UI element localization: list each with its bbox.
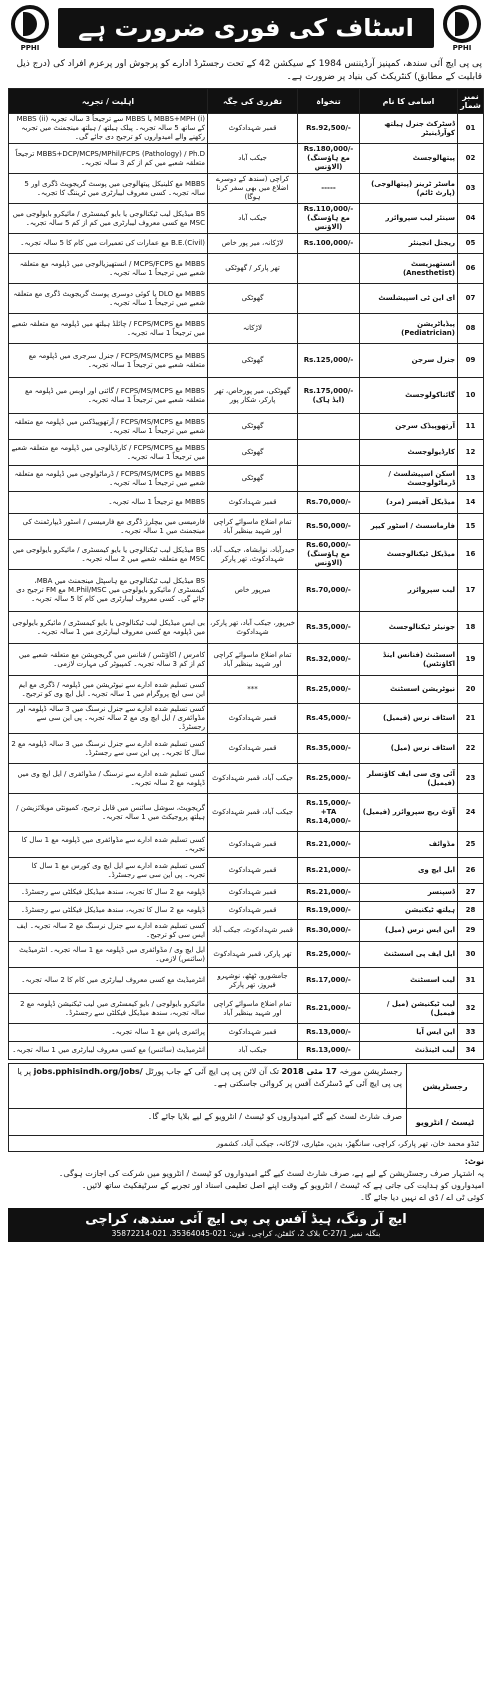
pphi-logo-left — [440, 5, 484, 52]
job-salary: Rs.35,000/- — [298, 734, 360, 764]
row-number: 29 — [458, 920, 484, 942]
row-number: 11 — [458, 414, 484, 440]
footer-address: بنگلہ نمبر C-27/1 بلاک 2، کلفٹن، کراچی۔ فون: 021-35364045، 021-35872214 — [111, 1229, 381, 1238]
table-row — [9, 734, 484, 764]
job-eligibility: پرائمری پاس مع 1 سالہ تجربہ۔ — [9, 1024, 208, 1042]
job-title: سینئر لیب سپروائزر — [360, 204, 458, 234]
job-title: اسسٹنٹ (فنانس اینڈ اکاؤنٹس) — [360, 644, 458, 676]
job-eligibility: کسی تسلیم شدہ ادارے سے جنرل نرسنگ میں 3 سالہ ڈپلومہ مع 2 سال کا تجربہ۔ پی این سی سے رجسٹرڈ۔ — [9, 734, 208, 764]
job-title: نیوٹریشن اسسٹنٹ — [360, 676, 458, 704]
job-salary: Rs.50,000/- — [298, 514, 360, 540]
table-row — [9, 344, 484, 378]
job-salary: ----- — [298, 174, 360, 204]
job-title: ایل ایف پی اسسٹنٹ — [360, 942, 458, 968]
job-salary — [298, 440, 360, 466]
row-number: 05 — [458, 234, 484, 254]
job-eligibility: MBBS مع ترجیحاً 1 سالہ تجربہ۔ — [9, 492, 208, 514]
job-salary: Rs.125,000/- — [298, 344, 360, 378]
row-number: 33 — [458, 1024, 484, 1042]
job-title: پیتھالوجسٹ — [360, 144, 458, 174]
job-eligibility: مائیکرو بایولوجی / بایو کیمسٹری میں لیب ٹیکنیشن ڈپلومہ مع 2 سالہ تجربہ، سندھ میڈیکل فیکلٹی سے رجسٹرڈ۔ — [9, 994, 208, 1024]
job-eligibility: انٹرمیڈیٹ مع کسی معروف لیبارٹری میں کام کا 2 سالہ تجربہ۔ — [9, 968, 208, 994]
header-salary: تنخواہ — [298, 89, 360, 114]
registration-label: رجسٹریشن — [406, 1064, 483, 1108]
job-salary: Rs.19,000/- — [298, 902, 360, 920]
row-number: 24 — [458, 794, 484, 832]
job-eligibility: BS میڈیکل لیب ٹیکنالوجی یا بایو کیمسٹری / مائیکرو بایولوجی میں MSC مع کسی معروف لیبارٹری میں کم از کم 5 سالہ تجربہ۔ — [9, 204, 208, 234]
job-title: لیب ٹیکنیشن (میل / فیمیل) — [360, 994, 458, 1024]
job-title: گائناکولوجسٹ — [360, 378, 458, 414]
jobs-table-header-row — [9, 89, 484, 114]
job-title: مڈوائف — [360, 832, 458, 858]
job-place: قمبر شہدادکوٹ — [208, 734, 298, 764]
row-number: 28 — [458, 902, 484, 920]
job-place: حیدرآباد، نوابشاہ، جیکب آباد، شہدادکوٹ، تھر پارکر — [208, 540, 298, 570]
header-no: نمبر شمار — [458, 89, 484, 114]
job-title: لیب اٹینڈنٹ — [360, 1042, 458, 1060]
test-label: ٹیسٹ / انٹرویو — [406, 1109, 483, 1135]
job-title: جنرل سرجن — [360, 344, 458, 378]
job-place: کراچی (سندھ کے دوسرے اضلاع میں بھی سفر کرنا ہوگا) — [208, 174, 298, 204]
job-eligibility: کسی تسلیم شدہ ادارے سے ایل ایچ وی کورس مع 1 سال کا تجربہ۔ پی این سی سے رجسٹرڈ۔ — [9, 858, 208, 884]
table-row — [9, 920, 484, 942]
job-title: ماسٹر ٹرینر (پیتھالوجی) (پارٹ ٹائم) — [360, 174, 458, 204]
intro-text: پی پی ایچ آئی سندھ، کمپنیز آرڈیننس 1984 کے سیکشن 42 کے تحت رجسٹرڈ ادارے کو پرجوش اور پرعزم افراد کی (درج ذیل قابلیت کے مطابق) کنٹریکٹ کی بنیاد پر ضرورت ہے۔ — [16, 59, 482, 82]
banner-title: اسٹاف کی فوری ضرورت ہے — [58, 8, 434, 48]
job-place: جیکب آباد — [208, 204, 298, 234]
job-place: تمام اضلاع ماسوائے کراچی اور شہید بینظیر آباد — [208, 514, 298, 540]
table-row — [9, 254, 484, 284]
row-number: 07 — [458, 284, 484, 314]
job-eligibility: MBBS مع FCPS/MS/MCPS / ڈرماٹولوجی میں ڈپلومہ مع متعلقہ شعبے میں ترجیحاً 1 سالہ تجربہ۔ — [9, 466, 208, 492]
job-eligibility: ڈپلومہ مع 2 سال کا تجربہ، سندھ میڈیکل فیکلٹی سے رجسٹرڈ۔ — [9, 902, 208, 920]
jobs-portal-link[interactable]: jobs.pphisindh.org/jobs/ — [33, 1067, 143, 1076]
job-eligibility: BS میڈیکل لیب ٹیکنالوجی مع ہاسپٹل مینجمنٹ میں MBA، کیمسٹری / مائیکرو بایولوجی میں M.Phil/MSC مع FM ترجیح دی جائے گی۔ کسی معروف لیبارٹری میں کام کا 5 سالہ تجربہ۔ — [9, 570, 208, 612]
job-eligibility: BS میڈیکل لیب ٹیکنالوجی یا بایو کیمسٹری / مائیکرو بایولوجی میں MSC مع متعلقہ شعبے میں 2 سالہ تجربہ۔ — [9, 540, 208, 570]
job-eligibility: MBBS مع کلینیکل پیتھالوجی میں پوسٹ گریجویٹ ڈگری اور 5 سالہ تجربہ۔ کسی معروف لیبارٹری میں ٹریننگ کا تجربہ۔ — [9, 174, 208, 204]
registration-row — [9, 1064, 483, 1109]
job-eligibility: کسی تسلیم شدہ ادارے سے مڈوائفری میں ڈپلومہ مع 1 سال کا تجربہ۔ — [9, 832, 208, 858]
job-advertisement-page — [8, 0, 484, 1684]
job-place: میرپور خاص — [208, 570, 298, 612]
job-title: اسٹاف نرس (فیمیل) — [360, 704, 458, 734]
row-number: 18 — [458, 612, 484, 644]
test-row — [9, 1109, 483, 1135]
job-place: جیکب آباد، قمبر شہدادکوٹ — [208, 764, 298, 794]
job-place: *** — [208, 676, 298, 704]
job-salary: Rs.32,000/- — [298, 644, 360, 676]
job-salary — [298, 314, 360, 344]
table-row — [9, 514, 484, 540]
note-item: امیدواروں کو ہدایت کی جاتی ہے کہ ٹیسٹ / انٹرویو کے وقت اپنے اصل تعلیمی اسناد اور تجربے کے سرٹیفکیٹ ساتھ لائیں۔ — [81, 1181, 484, 1190]
job-place: جیکب آباد — [208, 144, 298, 174]
job-place: گھوٹکی — [208, 284, 298, 314]
job-place: قمبر شہدادکوٹ — [208, 858, 298, 884]
job-place: گھوٹکی — [208, 440, 298, 466]
job-place: قمبر شہدادکوٹ — [208, 492, 298, 514]
row-number: 09 — [458, 344, 484, 378]
job-salary: Rs.70,000/- — [298, 492, 360, 514]
table-row — [9, 144, 484, 174]
job-title: ڈسپنسر — [360, 884, 458, 902]
job-salary: Rs.30,000/- — [298, 920, 360, 942]
job-eligibility: B.E.(Civil) مع عمارات کی تعمیرات میں کام کا 5 سالہ تجربہ۔ — [9, 234, 208, 254]
job-place: تھر پارکر / گھوٹکی — [208, 254, 298, 284]
row-number: 21 — [458, 704, 484, 734]
header-place: تقرری کی جگہ — [208, 89, 298, 114]
table-row — [9, 764, 484, 794]
row-number: 13 — [458, 466, 484, 492]
job-place: لاڑکانہ، میر پور خاص — [208, 234, 298, 254]
table-row — [9, 174, 484, 204]
table-row — [9, 884, 484, 902]
job-salary: Rs.25,000/- — [298, 764, 360, 794]
job-title: ڈسٹرکٹ جنرل ہیلتھ کوآرڈینیٹر — [360, 114, 458, 144]
job-salary — [298, 284, 360, 314]
job-eligibility: کسی تسلیم شدہ ادارے سے جنرل نرسنگ میں 3 سالہ ڈپلومہ اور مڈوائفری / ایل ایچ وی مع 2 سالہ تجربہ۔ پی این سی سے رجسٹرڈ۔ — [9, 704, 208, 734]
job-title: آرتھوپیڈک سرجن — [360, 414, 458, 440]
header — [8, 0, 484, 56]
table-row — [9, 676, 484, 704]
job-title: ایل ایچ وی — [360, 858, 458, 884]
table-row — [9, 440, 484, 466]
job-title: این ایس نرس (میل) — [360, 920, 458, 942]
job-place: لاڑکانہ — [208, 314, 298, 344]
job-place: قمبر شہدادکوٹ — [208, 704, 298, 734]
job-title: آؤٹ ریچ سپروائزر (فیمیل) — [360, 794, 458, 832]
job-salary: Rs.13,000/- — [298, 1024, 360, 1042]
footer — [8, 1208, 484, 1242]
job-place: جیکب آباد، قمبر شہدادکوٹ — [208, 794, 298, 832]
table-row — [9, 832, 484, 858]
row-number: 04 — [458, 204, 484, 234]
job-eligibility: کسی تسلیم شدہ ادارے سے جنرل نرسنگ مع 2 سالہ تجربہ۔ ایف ایس سی کو ترجیح۔ — [9, 920, 208, 942]
row-number: 08 — [458, 314, 484, 344]
job-salary: Rs.100,000/- — [298, 234, 360, 254]
job-salary: Rs.175,000/- (ایڈ ہاک) — [298, 378, 360, 414]
job-place: قمبر شہدادکوٹ — [208, 884, 298, 902]
job-place: گھوٹکی — [208, 344, 298, 378]
row-number: 31 — [458, 968, 484, 994]
job-salary: Rs.13,000/- — [298, 1042, 360, 1060]
job-eligibility: MBBS مع MCPS/FCPS / انستھیزیالوجی میں ڈپلومہ مع متعلقہ شعبے میں ترجیحاً 1 سالہ تجربہ۔ — [9, 254, 208, 284]
table-row — [9, 1042, 484, 1060]
row-number: 34 — [458, 1042, 484, 1060]
notes-title: نوٹ: — [464, 1157, 484, 1166]
table-row — [9, 570, 484, 612]
job-title: لیب سپروائزر — [360, 570, 458, 612]
job-title: ہیلتھ ٹیکنیشن — [360, 902, 458, 920]
row-number: 02 — [458, 144, 484, 174]
row-number: 32 — [458, 994, 484, 1024]
job-title: ریجنل انجینئر — [360, 234, 458, 254]
job-salary: Rs.25,000/- — [298, 942, 360, 968]
job-place: تمام اضلاع ماسوائے کراچی اور شہید بینظیر آباد — [208, 644, 298, 676]
table-row — [9, 284, 484, 314]
job-salary: Rs.21,000/- — [298, 994, 360, 1024]
job-salary: Rs.45,000/- — [298, 704, 360, 734]
job-salary — [298, 254, 360, 284]
job-eligibility: فارمیسی میں بیچلرز ڈگری مع فارمیسی / اسٹور ڈیپارٹمنٹ کی مینجمنٹ میں 1 سالہ تجربہ۔ — [9, 514, 208, 540]
job-title: این ایس آیا — [360, 1024, 458, 1042]
job-title: اسکن اسپیشلسٹ / ڈرماٹولوجسٹ — [360, 466, 458, 492]
job-eligibility: MBBS مع FCPS/MCPS / چائلڈ ہیلتھ میں ڈپلومہ مع متعلقہ شعبے میں ترجیحاً 1 سالہ تجربہ۔ — [9, 314, 208, 344]
job-place: قمبر شہدادکوٹ — [208, 832, 298, 858]
notes-section — [8, 1156, 484, 1204]
job-salary — [298, 414, 360, 440]
job-salary: Rs.110,000/- (مع ہاؤسنگ الاؤنس) — [298, 204, 360, 234]
job-eligibility: کسی تسلیم شدہ ادارے سے نیوٹریشن میں ڈپلومہ / ڈگری مع ایم این سی ایچ پروگرام میں 1 سالہ تجربہ۔ ایل ایچ وی کو ترجیح۔ — [9, 676, 208, 704]
row-number: 03 — [458, 174, 484, 204]
job-place: گھوٹکی، میر پورخاص، تھر پارکر، شکار پور — [208, 378, 298, 414]
job-eligibility: MBBS+DCP/MCPS/MPhil/FCPS (Pathology) / Ph.D ترجیحاً متعلقہ شعبے میں کم از کم 3 سالہ تجربہ۔ — [9, 144, 208, 174]
job-title: میڈیکل ٹیکنالوجسٹ — [360, 540, 458, 570]
job-eligibility: MBBS+MPH (i) یا MBBS سے ترجیحاً 3 سالہ تجربہ (ii) MBBS کے ساتھ 5 سالہ تجربہ۔ پبلک ہیلتھ / ہیلتھ مینجمنٹ میں تجربہ رکھنے والے امیدواروں کو ترجیح دی جائے گی۔ — [9, 114, 208, 144]
table-row — [9, 114, 484, 144]
row-number: 17 — [458, 570, 484, 612]
table-row — [9, 540, 484, 570]
row-number: 01 — [458, 114, 484, 144]
table-row — [9, 858, 484, 884]
table-row — [9, 204, 484, 234]
job-title: اسٹاف نرس (میل) — [360, 734, 458, 764]
job-place: گھوٹکی — [208, 414, 298, 440]
job-salary: Rs.92,500/- — [298, 114, 360, 144]
table-row — [9, 794, 484, 832]
test-text: صرف شارٹ لسٹ کیے گئے امیدواروں کو ٹیسٹ / انٹرویو کے لیے بلایا جائے گا۔ — [147, 1112, 402, 1121]
registration-text-after: پر یا پی پی ایچ آئی کے ڈسٹرکٹ آفس پر کروائی جاسکتی ہے۔ — [17, 1067, 402, 1088]
row-number: 26 — [458, 858, 484, 884]
table-row — [9, 492, 484, 514]
logo-text-right: PPHI — [20, 43, 40, 52]
registration-date: 17 مئی 2018 — [281, 1067, 337, 1076]
job-salary: Rs.21,000/- — [298, 884, 360, 902]
row-number: 25 — [458, 832, 484, 858]
job-salary: Rs.25,000/- — [298, 676, 360, 704]
job-eligibility: کامرس / اکاؤنٹس / فنانس میں گریجویشن مع متعلقہ شعبے میں کم از کم 3 سالہ تجربہ۔ کمپیوٹر کی مہارت لازمی۔ — [9, 644, 208, 676]
row-number: 12 — [458, 440, 484, 466]
pphi-logo-right — [8, 5, 52, 52]
job-eligibility: MBBS مع FCPS/MS/MCPS / گائنی اور اوبس میں ڈپلومہ مع متعلقہ شعبے میں ترجیحاً 1 سالہ تجربہ۔ — [9, 378, 208, 414]
job-eligibility: MBBS مع FCPS/MS/MCPS / جنرل سرجری میں ڈپلومہ مع متعلقہ شعبے میں ترجیحاً 1 سالہ تجربہ۔ — [9, 344, 208, 378]
job-eligibility: کسی تسلیم شدہ ادارے سے نرسنگ / مڈوائفری / ایل ایچ وی میں ڈپلومہ مع 2 سالہ تجربہ۔ — [9, 764, 208, 794]
job-eligibility: انٹرمیڈیٹ (سائنس) مع کسی معروف لیبارٹری میں 1 سالہ تجربہ۔ — [9, 1042, 208, 1060]
row-number: 06 — [458, 254, 484, 284]
table-row — [9, 466, 484, 492]
job-salary: Rs.21,000/- — [298, 832, 360, 858]
job-title: آئی وی سی ایف کاؤنسلر (فیمیل) — [360, 764, 458, 794]
job-salary: Rs.60,000/- (مع ہاؤسنگ الاؤنس) — [298, 540, 360, 570]
table-row — [9, 994, 484, 1024]
job-place: قمبر شہدادکوٹ — [208, 114, 298, 144]
table-row — [9, 704, 484, 734]
job-place: قمبر شہدادکوٹ، جیکب آباد — [208, 920, 298, 942]
job-title: میڈیکل آفیسر (مرد) — [360, 492, 458, 514]
job-title: پیڈیاٹریشن (Pediatrician) — [360, 314, 458, 344]
table-row — [9, 314, 484, 344]
job-salary: Rs.70,000/- — [298, 570, 360, 612]
registration-text-mid: تک آن لائن پی پی ایچ آئی کے جاب پورٹل — [145, 1067, 279, 1076]
row-number: 15 — [458, 514, 484, 540]
job-title: لیب اسسٹنٹ — [360, 968, 458, 994]
table-row — [9, 968, 484, 994]
job-place: قمبر شہدادکوٹ — [208, 902, 298, 920]
crescent-logo-icon — [443, 5, 481, 43]
job-title: ای این ٹی اسپیشلسٹ — [360, 284, 458, 314]
job-title: جونیئر ٹیکنالوجسٹ — [360, 612, 458, 644]
header-eligibility: اہلیت / تجربہ — [9, 89, 208, 114]
job-eligibility: MBBS مع DLO یا کوئی دوسری پوسٹ گریجویٹ ڈگری مع متعلقہ شعبے میں ترجیحاً 1 سالہ تجربہ۔ — [9, 284, 208, 314]
row-number: 10 — [458, 378, 484, 414]
row-number: 22 — [458, 734, 484, 764]
table-row — [9, 234, 484, 254]
job-salary: Rs.180,000/- (مع ہاؤسنگ الاؤنس) — [298, 144, 360, 174]
table-row — [9, 942, 484, 968]
job-place: قمبر شہدادکوٹ — [208, 1024, 298, 1042]
header-title: اسامی کا نام — [360, 89, 458, 114]
registration-box — [8, 1063, 484, 1136]
registration-text — [9, 1064, 406, 1108]
logo-text-left: PPHI — [452, 43, 472, 52]
job-eligibility: گریجویٹ، سوشل سائنس میں قابل ترجیح، کمیونٹی موبلائزیشن / ہیلتھ پروجیکٹ میں 1 سالہ تجربہ۔ — [9, 794, 208, 832]
row-number: 14 — [458, 492, 484, 514]
row-number: 19 — [458, 644, 484, 676]
table-row — [9, 902, 484, 920]
row-number: 20 — [458, 676, 484, 704]
job-eligibility: MBBS مع FCPS/MCPS / کارڈیالوجی میں ڈپلومہ مع متعلقہ شعبے میں ترجیحاً 1 سالہ تجربہ۔ — [9, 440, 208, 466]
row-number: 16 — [458, 540, 484, 570]
job-eligibility: بی ایس میڈیکل لیب ٹیکنالوجی یا بایو کیمسٹری / مائیکرو بایولوجی میں ڈپلومہ مع کسی معروف لیبارٹری میں 1 سالہ تجربہ۔ — [9, 612, 208, 644]
job-title: کارڈیولوجسٹ — [360, 440, 458, 466]
job-eligibility: ڈپلومہ مع 2 سال کا تجربہ، سندھ میڈیکل فیکلٹی سے رجسٹرڈ۔ — [9, 884, 208, 902]
job-salary: Rs.21,000/- — [298, 858, 360, 884]
job-salary — [298, 466, 360, 492]
job-place: تمام اضلاع ماسوائے کراچی اور شہید بینظیر آباد — [208, 994, 298, 1024]
note-item: کوئی ٹی اے / ڈی اے نہیں دیا جائے گا۔ — [360, 1193, 484, 1202]
row-number: 23 — [458, 764, 484, 794]
job-place: گھوٹکی — [208, 466, 298, 492]
job-place: جیکب آباد — [208, 1042, 298, 1060]
job-salary: Rs.15,000/- +TA Rs.14,000/- — [298, 794, 360, 832]
job-place: تھر پارکر، قمبر شہدادکوٹ — [208, 942, 298, 968]
districts-list: ٹنڈو محمد خان، تھر پارکر، کراچی، سانگھڑ، بدین، مٹیاری، لاڑکانہ، جیکب آباد، کشمور — [8, 1136, 484, 1152]
job-eligibility: MBBS مع FCPS/MS/MCPS / آرتھوپیڈکس میں ڈپلومہ مع متعلقہ شعبے میں ترجیحاً 1 سالہ تجربہ۔ — [9, 414, 208, 440]
registration-text-before: رجسٹریشن مورخہ — [339, 1067, 402, 1076]
jobs-table-body — [9, 114, 484, 1060]
job-title: فارماسسٹ / اسٹور کیپر — [360, 514, 458, 540]
job-place: خیرپور، جیکب آباد، تھر پارکر، شہدادکوٹ — [208, 612, 298, 644]
table-row — [9, 612, 484, 644]
table-row — [9, 644, 484, 676]
footer-org: ایچ آر ونگ، ہیڈ آفس پی پی ایچ آئی سندھ، کراچی — [85, 1212, 407, 1227]
table-row — [9, 378, 484, 414]
note-item: یہ اشتہار صرف رجسٹریشن کے لیے ہے، صرف شارٹ لسٹ کیے گئے امیدواروں کو ٹیسٹ / انٹرویو میں شرکت کی اجازت ہوگی۔ — [58, 1169, 484, 1178]
job-salary: Rs.17,000/- — [298, 968, 360, 994]
row-number: 27 — [458, 884, 484, 902]
row-number: 30 — [458, 942, 484, 968]
job-salary: Rs.35,000/- — [298, 612, 360, 644]
job-place: جامشورو، ٹھٹھ، نوشہرو فیروز، تھر پارکر — [208, 968, 298, 994]
crescent-logo-icon — [11, 5, 49, 43]
jobs-table — [8, 88, 484, 1060]
job-title: انستھیزیسٹ (Anesthetist) — [360, 254, 458, 284]
table-row — [9, 414, 484, 440]
table-row — [9, 1024, 484, 1042]
job-eligibility: ایل ایچ وی / مڈوائفری میں ڈپلومہ مع 1 سالہ تجربہ۔ انٹرمیڈیٹ (سائنس) لازمی۔ — [9, 942, 208, 968]
